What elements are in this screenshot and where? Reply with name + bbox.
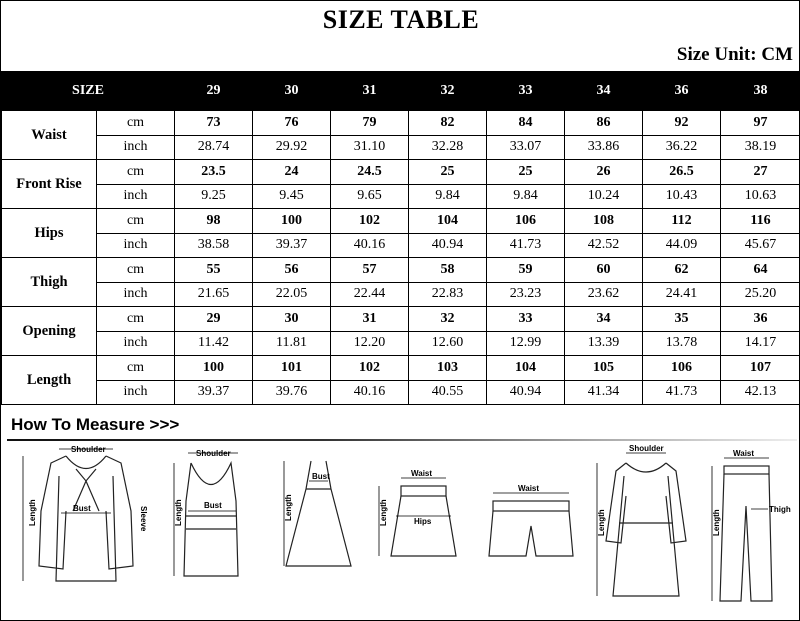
cm-value-cell: 112: [643, 209, 721, 234]
inch-value-cell: 25.20: [721, 282, 800, 307]
inch-value-cell: 31.10: [331, 135, 409, 160]
unit-cm-label: cm: [97, 209, 175, 234]
inch-value-cell: 10.63: [721, 184, 800, 209]
unit-inch-label: inch: [97, 331, 175, 356]
unit-inch-label: inch: [97, 282, 175, 307]
waist-label: Waist: [733, 449, 755, 458]
inch-value-cell: 40.16: [331, 380, 409, 405]
inch-value-cell: 12.99: [487, 331, 565, 356]
inch-value-cell: 13.78: [643, 331, 721, 356]
measurement-label-thigh: Thigh: [2, 258, 97, 307]
inch-value-cell: 28.74: [175, 135, 253, 160]
cm-value-cell: 62: [643, 258, 721, 283]
cm-value-cell: 107: [721, 356, 800, 381]
cm-value-cell: 58: [409, 258, 487, 283]
inch-value-cell: 41.34: [565, 380, 643, 405]
table-row: [2, 233, 800, 258]
unit-cm-label: cm: [97, 160, 175, 185]
inch-value-cell: 11.81: [253, 331, 331, 356]
unit-cm-label: cm: [97, 307, 175, 332]
cm-value-cell: 82: [409, 111, 487, 136]
thigh-label: Thigh: [769, 505, 791, 514]
cm-value-cell: 116: [721, 209, 800, 234]
blouse-illustration: [11, 441, 161, 591]
cm-value-cell: 104: [409, 209, 487, 234]
inch-value-cell: 10.43: [643, 184, 721, 209]
inch-value-cell: 39.76: [253, 380, 331, 405]
cm-value-cell: 35: [643, 307, 721, 332]
cm-value-cell: 36: [721, 307, 800, 332]
inch-value-cell: 32.28: [409, 135, 487, 160]
length-label: Length: [174, 499, 183, 526]
cm-value-cell: 24.5: [331, 160, 409, 185]
cm-value-cell: 106: [643, 356, 721, 381]
unit-cm-label: cm: [97, 111, 175, 136]
shorts-illustration: [481, 441, 581, 591]
inch-value-cell: 22.44: [331, 282, 409, 307]
cm-value-cell: 31: [331, 307, 409, 332]
table-row: [2, 380, 800, 405]
cm-value-cell: 84: [487, 111, 565, 136]
inch-value-cell: 11.42: [175, 331, 253, 356]
cm-value-cell: 23.5: [175, 160, 253, 185]
unit-inch-label: inch: [97, 184, 175, 209]
inch-value-cell: 39.37: [253, 233, 331, 258]
bust-label: Bust: [312, 472, 330, 481]
cm-value-cell: 106: [487, 209, 565, 234]
inch-value-cell: 10.24: [565, 184, 643, 209]
sleeve-label: Sleeve: [139, 506, 148, 532]
cm-value-cell: 29: [175, 307, 253, 332]
unit-inch-label: inch: [97, 135, 175, 160]
table-row: [2, 258, 800, 283]
inch-value-cell: 22.83: [409, 282, 487, 307]
size-header-cell: 32: [409, 72, 487, 111]
size-header-cell: 34: [565, 72, 643, 111]
inch-value-cell: 9.65: [331, 184, 409, 209]
cm-value-cell: 34: [565, 307, 643, 332]
size-header-cell: 36: [643, 72, 721, 111]
inch-value-cell: 13.39: [565, 331, 643, 356]
unit-inch-label: inch: [97, 233, 175, 258]
inch-value-cell: 42.13: [721, 380, 800, 405]
inch-value-cell: 44.09: [643, 233, 721, 258]
cm-value-cell: 25: [487, 160, 565, 185]
cm-value-cell: 76: [253, 111, 331, 136]
size-header-cell: 31: [331, 72, 409, 111]
inch-value-cell: 22.05: [253, 282, 331, 307]
inch-value-cell: 40.94: [409, 233, 487, 258]
coat-illustration: [591, 441, 701, 611]
size-unit-label: Size Unit: CM: [676, 44, 793, 65]
cm-value-cell: 27: [721, 160, 800, 185]
cm-value-cell: 79: [331, 111, 409, 136]
inch-value-cell: 21.65: [175, 282, 253, 307]
inch-value-cell: 40.16: [331, 233, 409, 258]
inch-value-cell: 41.73: [643, 380, 721, 405]
cm-value-cell: 100: [253, 209, 331, 234]
size-header-cell: 38: [721, 72, 800, 111]
dress-illustration: [276, 441, 361, 591]
cm-value-cell: 64: [721, 258, 800, 283]
inch-value-cell: 9.84: [487, 184, 565, 209]
unit-inch-label: inch: [97, 380, 175, 405]
cm-value-cell: 86: [565, 111, 643, 136]
tank-top-illustration: [166, 441, 256, 591]
cm-value-cell: 30: [253, 307, 331, 332]
cm-value-cell: 98: [175, 209, 253, 234]
skirt-illustration: [371, 441, 466, 591]
table-row: [2, 209, 800, 234]
inch-value-cell: 36.22: [643, 135, 721, 160]
jeans-illustration: [706, 441, 796, 611]
inch-value-cell: 9.25: [175, 184, 253, 209]
inch-value-cell: 12.60: [409, 331, 487, 356]
bust-label: Bust: [204, 501, 222, 510]
length-label: Length: [379, 499, 388, 526]
page-title: SIZE TABLE: [322, 5, 480, 34]
cm-value-cell: 105: [565, 356, 643, 381]
how-to-measure-title: How To Measure >>>: [11, 415, 180, 434]
shoulder-label: Shoulder: [71, 445, 106, 454]
shoulder-label: Shoulder: [196, 449, 231, 458]
inch-value-cell: 24.41: [643, 282, 721, 307]
inch-value-cell: 23.62: [565, 282, 643, 307]
inch-value-cell: 45.67: [721, 233, 800, 258]
size-header-cell: 29: [175, 72, 253, 111]
inch-value-cell: 38.19: [721, 135, 800, 160]
measurement-label-opening: Opening: [2, 307, 97, 356]
inch-value-cell: 23.23: [487, 282, 565, 307]
table-row: [2, 160, 800, 185]
cm-value-cell: 104: [487, 356, 565, 381]
size-header-label: SIZE: [2, 72, 175, 111]
size-header-cell: 30: [253, 72, 331, 111]
table-header-row: [2, 72, 800, 111]
inch-value-cell: 29.92: [253, 135, 331, 160]
inch-value-cell: 33.07: [487, 135, 565, 160]
unit-cm-label: cm: [97, 356, 175, 381]
inch-value-cell: 42.52: [565, 233, 643, 258]
cm-value-cell: 33: [487, 307, 565, 332]
cm-value-cell: 101: [253, 356, 331, 381]
cm-value-cell: 26: [565, 160, 643, 185]
cm-value-cell: 100: [175, 356, 253, 381]
measurement-label-front-rise: Front Rise: [2, 160, 97, 209]
unit-cm-label: cm: [97, 258, 175, 283]
table-row: [2, 111, 800, 136]
inch-value-cell: 40.55: [409, 380, 487, 405]
cm-value-cell: 60: [565, 258, 643, 283]
cm-value-cell: 103: [409, 356, 487, 381]
cm-value-cell: 57: [331, 258, 409, 283]
table-row: [2, 307, 800, 332]
inch-value-cell: 41.73: [487, 233, 565, 258]
table-row: [2, 184, 800, 209]
inch-value-cell: 40.94: [487, 380, 565, 405]
inch-value-cell: 12.20: [331, 331, 409, 356]
inch-value-cell: 33.86: [565, 135, 643, 160]
inch-value-cell: 14.17: [721, 331, 800, 356]
cm-value-cell: 102: [331, 356, 409, 381]
length-label: Length: [597, 509, 606, 536]
cm-value-cell: 32: [409, 307, 487, 332]
cm-value-cell: 26.5: [643, 160, 721, 185]
waist-label: Waist: [518, 484, 540, 493]
cm-value-cell: 56: [253, 258, 331, 283]
cm-value-cell: 73: [175, 111, 253, 136]
hips-label: Hips: [414, 517, 432, 526]
bust-label: Bust: [73, 504, 91, 513]
cm-value-cell: 25: [409, 160, 487, 185]
cm-value-cell: 102: [331, 209, 409, 234]
table-row: [2, 331, 800, 356]
how-to-measure-section: [1, 404, 800, 434]
inch-value-cell: 39.37: [175, 380, 253, 405]
table-row: [2, 282, 800, 307]
shoulder-label: Shoulder: [629, 444, 664, 453]
measurement-label-hips: Hips: [2, 209, 97, 258]
inch-value-cell: 9.45: [253, 184, 331, 209]
table-row: [2, 356, 800, 381]
table-row: [2, 135, 800, 160]
length-label: Length: [284, 494, 293, 521]
measurement-label-waist: Waist: [2, 111, 97, 160]
size-header-cell: 33: [487, 72, 565, 111]
length-label: Length: [28, 499, 37, 526]
waist-label: Waist: [411, 469, 433, 478]
inch-value-cell: 9.84: [409, 184, 487, 209]
cm-value-cell: 24: [253, 160, 331, 185]
cm-value-cell: 59: [487, 258, 565, 283]
cm-value-cell: 97: [721, 111, 800, 136]
inch-value-cell: 38.58: [175, 233, 253, 258]
size-table: [1, 71, 800, 405]
cm-value-cell: 92: [643, 111, 721, 136]
cm-value-cell: 108: [565, 209, 643, 234]
measurement-label-length: Length: [2, 356, 97, 405]
cm-value-cell: 55: [175, 258, 253, 283]
length-label: Length: [712, 509, 721, 536]
